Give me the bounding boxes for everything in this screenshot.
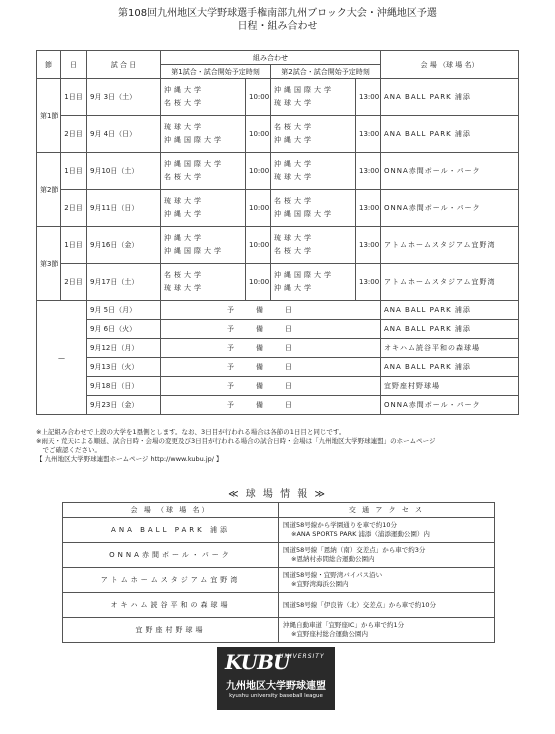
- schedule-row: [37, 190, 519, 227]
- stadium-access: [279, 543, 495, 568]
- header-game1: 第1試合・試合開始予定時刻: [161, 65, 271, 79]
- schedule-table: [36, 50, 519, 415]
- reserve-venue: ANA BALL PARK 浦添: [381, 358, 519, 377]
- team-name: 名桜大学: [274, 247, 314, 255]
- header-venue: 会 場 （球 場 名）: [381, 51, 519, 79]
- league-logo: [217, 647, 335, 710]
- game1-teams: [161, 116, 246, 153]
- date-cell: 9月 4日（日）: [87, 116, 161, 153]
- access-note: ※宜野座村総合運動公園内: [291, 630, 368, 638]
- game1-time: 10:00: [246, 264, 271, 301]
- reserve-row: [37, 301, 519, 320]
- reserve-label: 予備日: [161, 320, 381, 339]
- reserve-venue: ONNA赤間ボール・パーク: [381, 396, 519, 415]
- game2-teams: [271, 153, 356, 190]
- reserve-round-cell: —: [37, 301, 87, 415]
- schedule-row: [37, 79, 519, 116]
- round-cell: 第1節: [37, 79, 61, 153]
- game1-teams: [161, 264, 246, 301]
- header-day: 日: [61, 51, 87, 79]
- page-title: 第108回九州地区大学野球選手権南部九州ブロック大会・沖縄地区予選: [118, 8, 437, 19]
- stadium-row: [63, 618, 495, 643]
- reserve-date: 9月12日（月）: [87, 339, 161, 358]
- schedule-row: [37, 264, 519, 301]
- day-cell: 2日目: [61, 190, 87, 227]
- game2-time: 13:00: [356, 79, 381, 116]
- date-cell: 9月11日（日）: [87, 190, 161, 227]
- date-cell: 9月16日（金）: [87, 227, 161, 264]
- stadium-access: [279, 518, 495, 543]
- game2-time: 13:00: [356, 227, 381, 264]
- team-name: 沖縄国際大学: [274, 86, 334, 94]
- reserve-date: 9月 6日（火）: [87, 320, 161, 339]
- stadium-header-access: 交 通 ア ク セ ス: [279, 503, 495, 518]
- game2-time: 13:00: [356, 264, 381, 301]
- team-name: 琉球大学: [164, 123, 204, 131]
- round-cell: 第3節: [37, 227, 61, 301]
- team-name: 琉球大学: [274, 173, 314, 181]
- game1-time: 10:00: [246, 190, 271, 227]
- team-name: 名桜大学: [164, 271, 204, 279]
- stadium-name: オキハム読谷平和の森球場: [63, 593, 279, 618]
- venue-cell: ANA BALL PARK 浦添: [381, 116, 519, 153]
- stadium-info-title: ≪ 球 場 情 報 ≫: [228, 489, 327, 500]
- reserve-date: 9月18日（日）: [87, 377, 161, 396]
- day-cell: 1日目: [61, 153, 87, 190]
- reserve-row: [37, 339, 519, 358]
- game2-time: 13:00: [356, 190, 381, 227]
- game1-teams: [161, 190, 246, 227]
- venue-cell: ONNA赤間ボール・パーク: [381, 153, 519, 190]
- header-matchup: 組み合わせ: [161, 51, 381, 65]
- reserve-venue: ANA BALL PARK 浦添: [381, 301, 519, 320]
- reserve-label: 予備日: [161, 377, 381, 396]
- venue-cell: ONNA赤間ボール・パーク: [381, 190, 519, 227]
- date-cell: 9月17日（土）: [87, 264, 161, 301]
- team-name: 沖縄国際大学: [274, 271, 334, 279]
- stadium-access: [279, 593, 495, 618]
- logo-jp: 九州地区大学野球連盟: [226, 681, 326, 692]
- header-game2: 第2試合・試合開始予定時刻: [271, 65, 381, 79]
- team-name: 名桜大学: [274, 123, 314, 131]
- reserve-row: [37, 377, 519, 396]
- homepage-note: 【 九州地区大学野球連盟ホームページ http://www.kubu.jp/ 】: [36, 455, 223, 463]
- logo-sub: UNIVERSITY: [279, 653, 325, 660]
- game1-teams: [161, 227, 246, 264]
- game1-time: 10:00: [246, 153, 271, 190]
- schedule-row: [37, 153, 519, 190]
- date-cell: 9月10日（土）: [87, 153, 161, 190]
- team-name: 沖縄大学: [274, 136, 314, 144]
- team-name: 琉球大学: [164, 197, 204, 205]
- logo-mark: KUBU: [225, 650, 290, 674]
- game2-teams: [271, 264, 356, 301]
- team-name: 名桜大学: [164, 173, 204, 181]
- team-name: 沖縄大学: [164, 210, 204, 218]
- team-name: 琉球大学: [164, 284, 204, 292]
- stadium-row: [63, 518, 495, 543]
- reserve-row: [37, 396, 519, 415]
- team-name: 沖縄国際大学: [274, 210, 334, 218]
- team-name: 沖縄大学: [274, 160, 314, 168]
- stadium-name: ANA BALL PARK 浦添: [63, 518, 279, 543]
- access-note: ※恩納村赤間総合運動公園内: [291, 555, 375, 563]
- day-cell: 1日目: [61, 227, 87, 264]
- team-name: 沖縄大学: [164, 86, 204, 94]
- access-line: 国道58号線・宜野湾バイパス沿い: [283, 571, 383, 579]
- game1-teams: [161, 153, 246, 190]
- game2-teams: [271, 116, 356, 153]
- game1-time: 10:00: [246, 116, 271, 153]
- day-cell: 2日目: [61, 264, 87, 301]
- stadium-access: [279, 568, 495, 593]
- team-name: 沖縄大学: [274, 284, 314, 292]
- reserve-date: 9月13日（火）: [87, 358, 161, 377]
- schedule-row: [37, 116, 519, 153]
- reserve-venue: 宜野座村野球場: [381, 377, 519, 396]
- stadium-row: [63, 543, 495, 568]
- reserve-row: [37, 320, 519, 339]
- game2-time: 13:00: [356, 153, 381, 190]
- game1-teams: [161, 79, 246, 116]
- day-cell: 1日目: [61, 79, 87, 116]
- stadium-row: [63, 593, 495, 618]
- venue-cell: アトムホームスタジアム宜野湾: [381, 227, 519, 264]
- page-subtitle: 日程・組み合わせ: [237, 21, 318, 32]
- stadium-name: 宜野座村野球場: [63, 618, 279, 643]
- schedule-row: [37, 227, 519, 264]
- stadium-header-venue: 会 場 （球 場 名）: [63, 503, 279, 518]
- access-note: ※ANA SPORTS PARK 浦添（浦添運動公園）内: [291, 530, 430, 538]
- game2-teams: [271, 79, 356, 116]
- note-line: でご確認ください。: [36, 446, 101, 454]
- team-name: 名桜大学: [164, 99, 204, 107]
- round-cell: 第2節: [37, 153, 61, 227]
- game2-teams: [271, 227, 356, 264]
- reserve-date: 9月23日（金）: [87, 396, 161, 415]
- day-cell: 2日目: [61, 116, 87, 153]
- reserve-venue: ANA BALL PARK 浦添: [381, 320, 519, 339]
- stadium-table: [62, 502, 495, 643]
- access-line: 国道58号線「恩納（南）交差点」から車で約3分: [283, 546, 426, 554]
- team-name: 沖縄国際大学: [164, 247, 224, 255]
- venue-cell: ANA BALL PARK 浦添: [381, 79, 519, 116]
- team-name: 沖縄国際大学: [164, 136, 224, 144]
- reserve-date: 9月 5日（月）: [87, 301, 161, 320]
- reserve-label: 予備日: [161, 358, 381, 377]
- stadium-row: [63, 568, 495, 593]
- stadium-name: ONNA赤間ボール・パーク: [63, 543, 279, 568]
- team-name: 名桜大学: [274, 197, 314, 205]
- reserve-label: 予備日: [161, 396, 381, 415]
- header-date: 試 合 日: [87, 51, 161, 79]
- reserve-label: 予備日: [161, 339, 381, 358]
- team-name: 沖縄大学: [164, 234, 204, 242]
- venue-cell: アトムホームスタジアム宜野湾: [381, 264, 519, 301]
- logo-en: kyushu university baseball league: [229, 693, 323, 699]
- note-line: ※雨天・荒天による順延、試合日時・会場の変更及び3日目が行われる場合の試合日時・会場は「九州地区大学野球連盟」のホームページ: [36, 437, 436, 445]
- reserve-row: [37, 358, 519, 377]
- reserve-label: 予備日: [161, 301, 381, 320]
- notes: [36, 428, 518, 464]
- date-cell: 9月 3日（土）: [87, 79, 161, 116]
- game2-teams: [271, 190, 356, 227]
- access-line: 沖縄自動車道「宜野座IC」から車で約1分: [283, 621, 405, 629]
- game2-time: 13:00: [356, 116, 381, 153]
- team-name: 琉球大学: [274, 234, 314, 242]
- stadium-access: [279, 618, 495, 643]
- access-line: 国道58号線「伊良皆（北）交差点」から車で約10分: [283, 600, 437, 609]
- access-line: 国道58号線から学園通りを車で約10分: [283, 521, 398, 529]
- stadium-name: アトムホームスタジアム宜野湾: [63, 568, 279, 593]
- header-round: 節: [37, 51, 61, 79]
- game1-time: 10:00: [246, 227, 271, 264]
- reserve-venue: オキハム読谷平和の森球場: [381, 339, 519, 358]
- team-name: 琉球大学: [274, 99, 314, 107]
- note-line: ※上記組み合わせで上段の大学を1塁側とします。なお、3日目が行われる場合は各節の1日目と同じです。: [36, 428, 346, 436]
- game1-time: 10:00: [246, 79, 271, 116]
- access-note: ※宜野湾海浜公園内: [291, 580, 349, 588]
- team-name: 沖縄国際大学: [164, 160, 224, 168]
